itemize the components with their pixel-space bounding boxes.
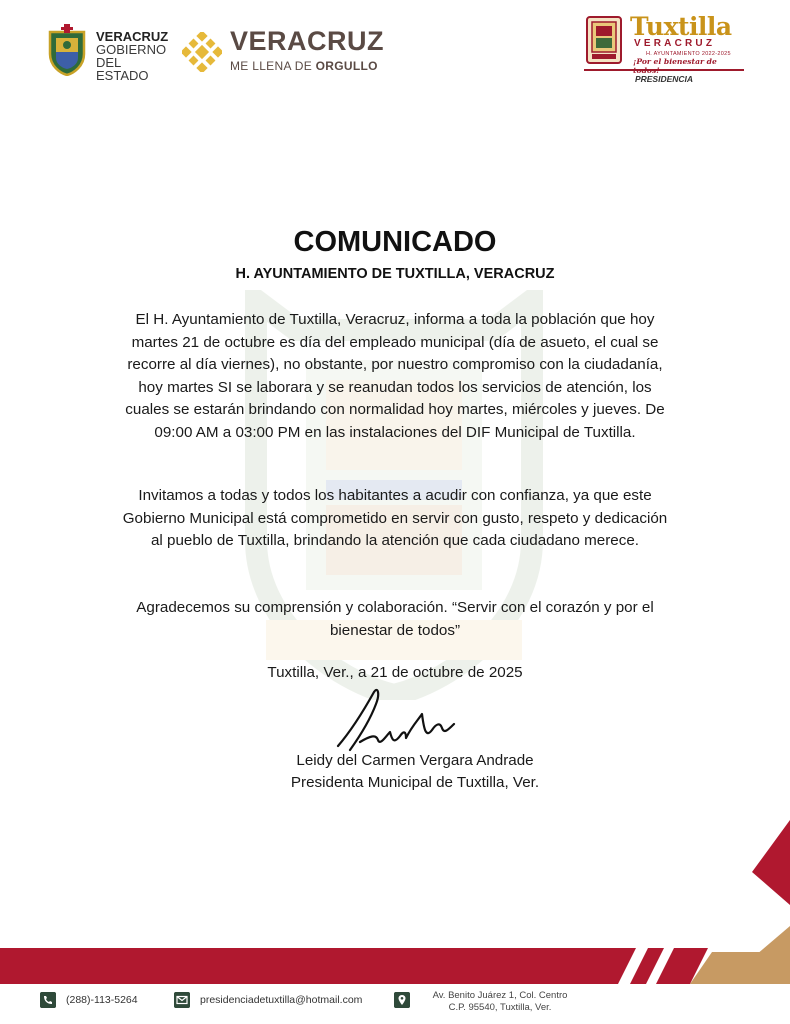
tuxtilla-ayuntamiento-logo: [584, 14, 744, 88]
right-tan-triangle: [722, 926, 790, 984]
paragraph-announcement: El H. Ayuntamiento de Tuxtilla, Veracruz, informa a toda la población que hoy martes 21 de octubre es día del empleado municipal (día de asueto, el cual se recorre al día viernes), no obstante, por nuestro compromiso con la ciudadanía, hoy martes SI se laborara y se reanudan todos los servicios de atención, los cuales se estarán brindando con normalidad hoy martes, miércoles y jueves. De 09:00 AM a 03:00 PM en las instalaciones del DIF Municipal de Tuxtilla.: [125, 311, 665, 441]
footer-stripe-1: [630, 948, 664, 984]
document-subtitle: H. AYUNTAMIENTO DE TUXTILLA, VERACRUZ: [235, 266, 555, 282]
gob-logo-line2: GOBIERNO: [96, 42, 167, 57]
location-pin-icon: [394, 992, 410, 1008]
gob-logo-line3: DEL ESTADO: [96, 55, 149, 83]
brand-logo-tagline: [230, 59, 378, 73]
gob-logo-text: [96, 30, 176, 82]
mail-icon: [174, 992, 190, 1008]
footer-red-band: [0, 948, 636, 984]
paragraph-invitation: Invitamos a todas y todos los habitantes a acudir con confianza, ya que este Gobierno Municipal está comprometido en servir con gusto, respeto y dedicación al pueblo de Tuxtilla, brindando la atención que cada ciudadano merece.: [122, 487, 668, 549]
footer-phone-text[interactable]: (288)-113-5264: [66, 994, 138, 1006]
veracruz-brand-logo: [182, 26, 385, 78]
signer-name: Leidy del Carmen Vergara Andrade: [296, 752, 534, 769]
right-red-triangle: [752, 820, 790, 905]
brand-tagline-bold: ORGULLO: [315, 59, 378, 73]
tuxtilla-logo-divider: [584, 69, 744, 71]
tuxtilla-logo-slogan: ¡Por el bienestar de: [633, 57, 717, 66]
tuxtilla-logo-office: PRESIDENCIA: [634, 74, 694, 84]
veracruz-state-shield-icon: [46, 24, 88, 76]
footer-address-line1: Av. Benito Juárez 1, Col. Centro: [432, 990, 568, 1001]
tuxtilla-logo-name: Tuxtilla: [630, 12, 732, 41]
footer-address-line2: C.P. 95540, Tuxtilla, Ver.: [448, 1002, 552, 1013]
brand-tagline-prefix: ME LLENA DE: [230, 59, 316, 73]
tuxtilla-shield-icon: [586, 16, 622, 64]
signer-title: Presidenta Municipal de Tuxtilla, Ver.: [290, 774, 540, 791]
signature-block: [200, 750, 630, 794]
phone-icon: [40, 992, 56, 1008]
paragraph-thanks: Agradecemos su comprensión y colaboración. “Servir con el corazón y por el bienestar de todos”: [136, 599, 654, 639]
veracruz-gobierno-logo: [46, 24, 176, 83]
place-and-date: Tuxtilla, Ver., a 21 de octubre de 2025: [267, 664, 523, 681]
tuxtilla-logo-period: H. AYUNTAMIENTO 2022-2025: [646, 51, 731, 57]
brand-logo-name: VERACRUZ: [230, 26, 385, 56]
gob-logo-line1: VERACRUZ: [96, 29, 169, 44]
tuxtilla-logo-state: VERACRUZ: [634, 38, 716, 49]
handwritten-signature: [330, 680, 470, 760]
footer-stripe-2: [656, 948, 708, 984]
footer-address-text: [410, 990, 590, 1014]
document-title: COMUNICADO: [293, 226, 497, 258]
footer-email-text[interactable]: presidenciadetuxtilla@hotmail.com: [200, 994, 363, 1006]
footer-tan-wedge: [690, 952, 790, 984]
contact-footer: [0, 986, 790, 1024]
knot-pattern-icon: [182, 32, 222, 72]
